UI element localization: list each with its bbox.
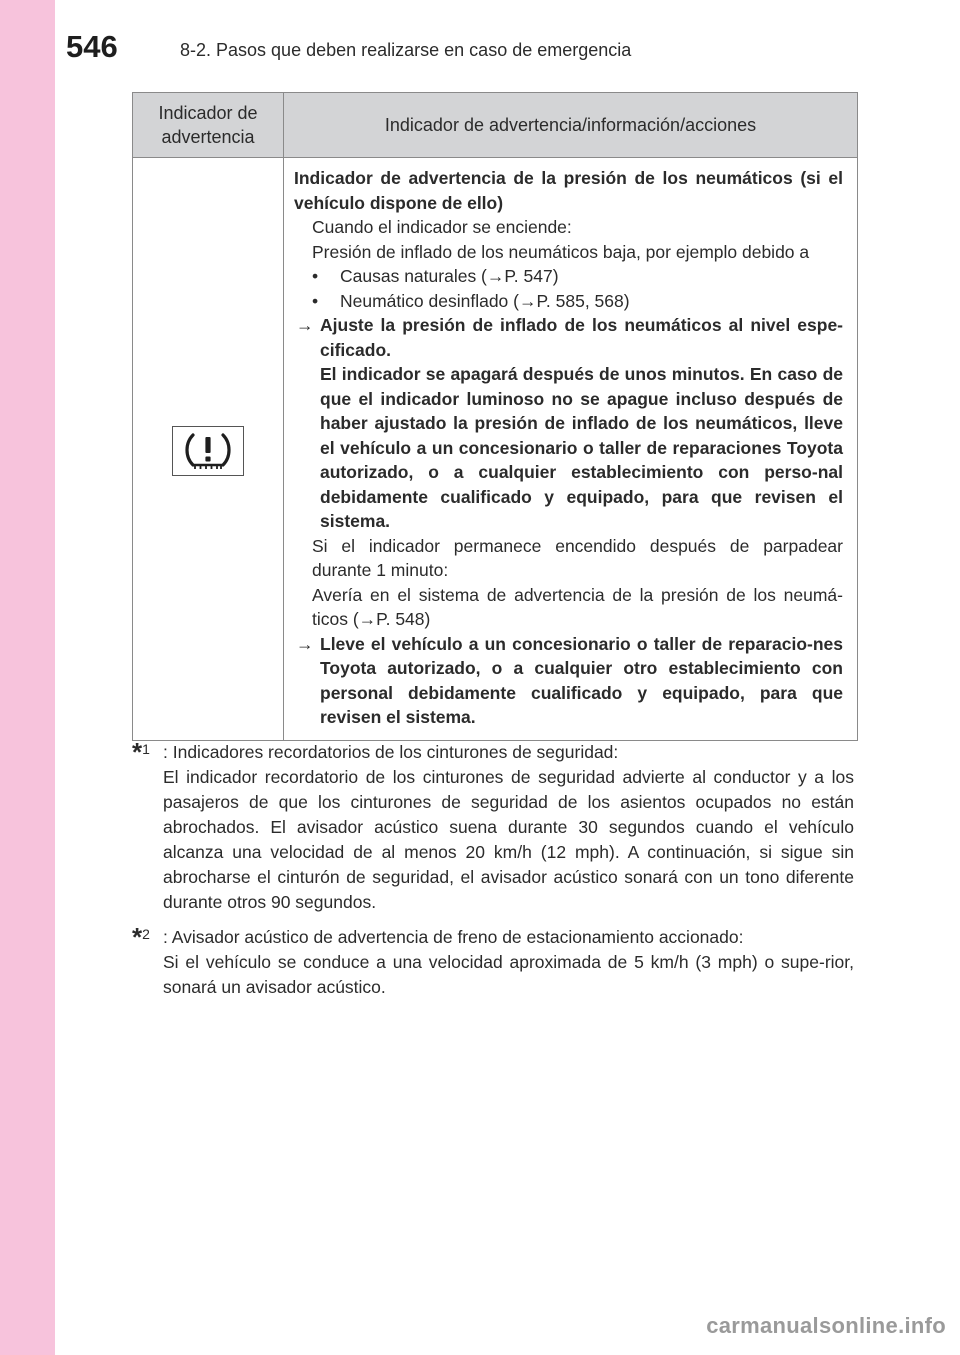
column-header-info: Indicador de advertencia/información/acciones: [284, 93, 858, 158]
column-header-indicator: Indicador de advertencia: [133, 93, 284, 158]
action-1-detail: El indicador se apagará después de unos minutos. En caso de que el indicador luminoso no se apague incluso después de haber ajustado la presión de inflado de los neumáticos, lleve el vehículo a un concesionario o taller de reparaciones Toyota autorizado, o a cualquier establecimiento con perso-nal debidamente cualificado y equipado, para que revisen el sistema.: [320, 364, 843, 531]
footnote-marker: *$^1$: [132, 737, 150, 767]
condition-2: Si el indicador permanece encendido después de parpadear durante 1 minuto:: [312, 535, 843, 580]
info-cell: [284, 158, 858, 741]
section-title: 8-2. Pasos que deben realizarse en caso de emergencia: [180, 40, 632, 60]
list-item: • Neumático desinflado (→P. 585, 568): [294, 289, 843, 314]
action-1: [294, 313, 843, 534]
warning-table: [132, 92, 858, 741]
footnote-body: Si el vehículo se conduce a una velocidad aproximada de 5 km/h (3 mph) o supe-rior, sonará un avisador acústico.: [163, 952, 854, 997]
tire-pressure-warning-icon: [172, 426, 244, 476]
action-2: [294, 632, 843, 730]
footnote-1: [132, 737, 854, 915]
list-item: • Causas naturales (→P. 547): [294, 264, 843, 289]
footnote-body: El indicador recordatorio de los cinturones de seguridad advierte al conductor y a los pasajeros de que los cinturones de seguridad de los asientos ocupados no están abrochados. El avisador acústico suena durante 30 segundos cuando el vehículo alcanza una velocidad de al menos 20 km/h (12 mph). A continuación, si sigue sin abrocharse el cinturón de seguridad, el avisador acústico sonará con un tono diferente durante otros 90 segundos.: [163, 767, 854, 912]
table-header-row: [133, 93, 858, 158]
footnote-marker: *$^2$: [132, 922, 150, 952]
table-row: [133, 158, 858, 741]
condition-1-detail: Presión de inflado de los neumáticos baja, por ejemplo debido a: [312, 241, 810, 262]
condition-1: Cuando el indicador se enciende:: [312, 217, 572, 237]
footnote-title: : Avisador acústico de advertencia de freno de estacionamiento accionado:: [163, 927, 744, 947]
indicator-cell: [133, 158, 284, 741]
watermark: carmanualsonline.info: [706, 1313, 946, 1338]
page-number: 546: [66, 29, 118, 64]
footnote-2: [132, 922, 854, 1000]
condition-2-detail: Avería en el sistema de advertencia de la presión de los neumá-ticos (→P. 548): [312, 584, 843, 629]
action-1-text: Ajuste la presión de inflado de los neumáticos al nivel espe-cificado.: [320, 315, 843, 360]
action-2-text: Lleve el vehículo a un concesionario o taller de reparacio-nes Toyota autorizado, o a cualquier otro establecimiento con personal debidamente cualificado y equipado, para que revisen el sistema.: [320, 633, 843, 727]
page-edge-band: [0, 0, 55, 1355]
arrow-icon: →: [296, 633, 314, 654]
footnote-title: : Indicadores recordatorios de los cinturones de seguridad:: [163, 742, 619, 762]
indicator-title: Indicador de advertencia de la presión de los neumáticos (si el vehículo dispone de ello): [294, 168, 843, 213]
footnotes: [132, 737, 854, 1010]
arrow-icon: →: [296, 315, 314, 335]
